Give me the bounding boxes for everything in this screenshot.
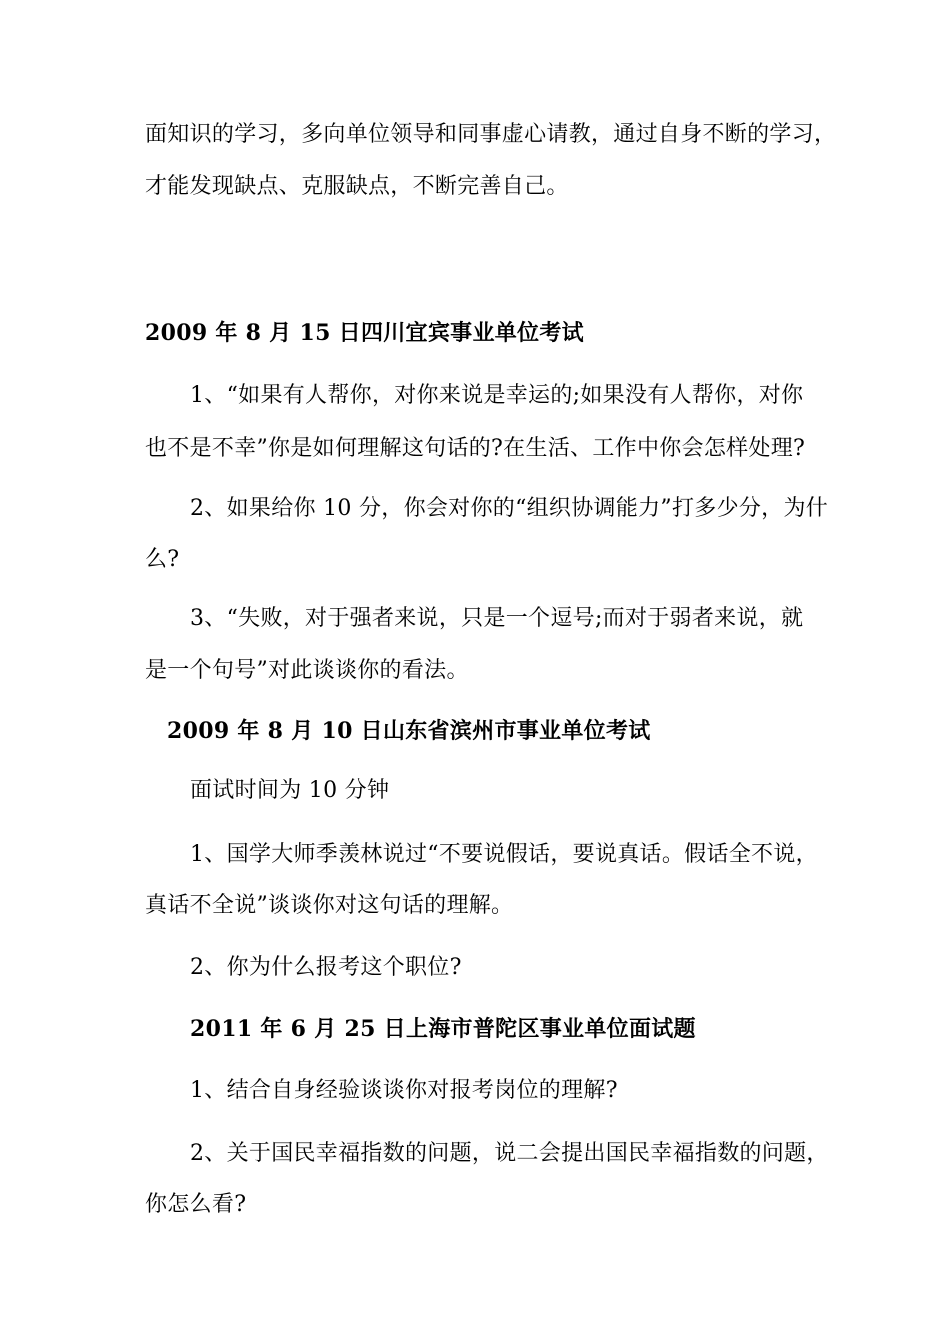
interview-time-note: 面试时间为 10 分钟 — [190, 778, 390, 803]
shanghai-question-2-line-2: 你怎么看? — [145, 1192, 247, 1217]
question-2-line-1: 2、如果给你 10 分，你会对你的“组织协调能力”打多少分，为什 — [190, 496, 829, 521]
section-heading-shanghai: 2011 年 6 月 25 日上海市普陀区事业单位面试题 — [190, 1016, 696, 1042]
binzhou-question-1-line-1: 1、国学大师季羡林说过“不要说假话，要说真话。假话全不说， — [190, 842, 818, 867]
shanghai-question-2-line-1: 2、关于国民幸福指数的问题，说二会提出国民幸福指数的问题， — [190, 1141, 829, 1166]
question-2-line-2: 么? — [145, 547, 180, 572]
section-heading-binzhou: 2009 年 8 月 10 日山东省滨州市事业单位考试 — [167, 718, 651, 744]
question-3-line-2: 是一个句号”对此谈谈你的看法。 — [145, 658, 469, 683]
binzhou-question-2: 2、你为什么报考这个职位? — [190, 955, 462, 980]
intro-line-1: 面知识的学习，多向单位领导和同事虚心请教，通过自身不断的学习， — [145, 122, 837, 147]
question-1-line-2: 也不是不幸”你是如何理解这句话的?在生活、工作中你会怎样处理? — [145, 436, 806, 461]
intro-line-2: 才能发现缺点、克服缺点，不断完善自己。 — [145, 174, 569, 199]
binzhou-question-1-line-2: 真话不全说”谈谈你对这句话的理解。 — [145, 893, 514, 918]
shanghai-question-1: 1、结合自身经验谈谈你对报考岗位的理解? — [190, 1078, 618, 1103]
section-heading-sichuan: 2009 年 8 月 15 日四川宜宾事业单位考试 — [145, 320, 584, 346]
question-3-line-1: 3、“失败，对于强者来说，只是一个逗号;而对于弱者来说，就 — [190, 606, 804, 631]
question-1-line-1: 1、“如果有人帮你，对你来说是幸运的;如果没有人帮你，对你 — [190, 383, 804, 408]
